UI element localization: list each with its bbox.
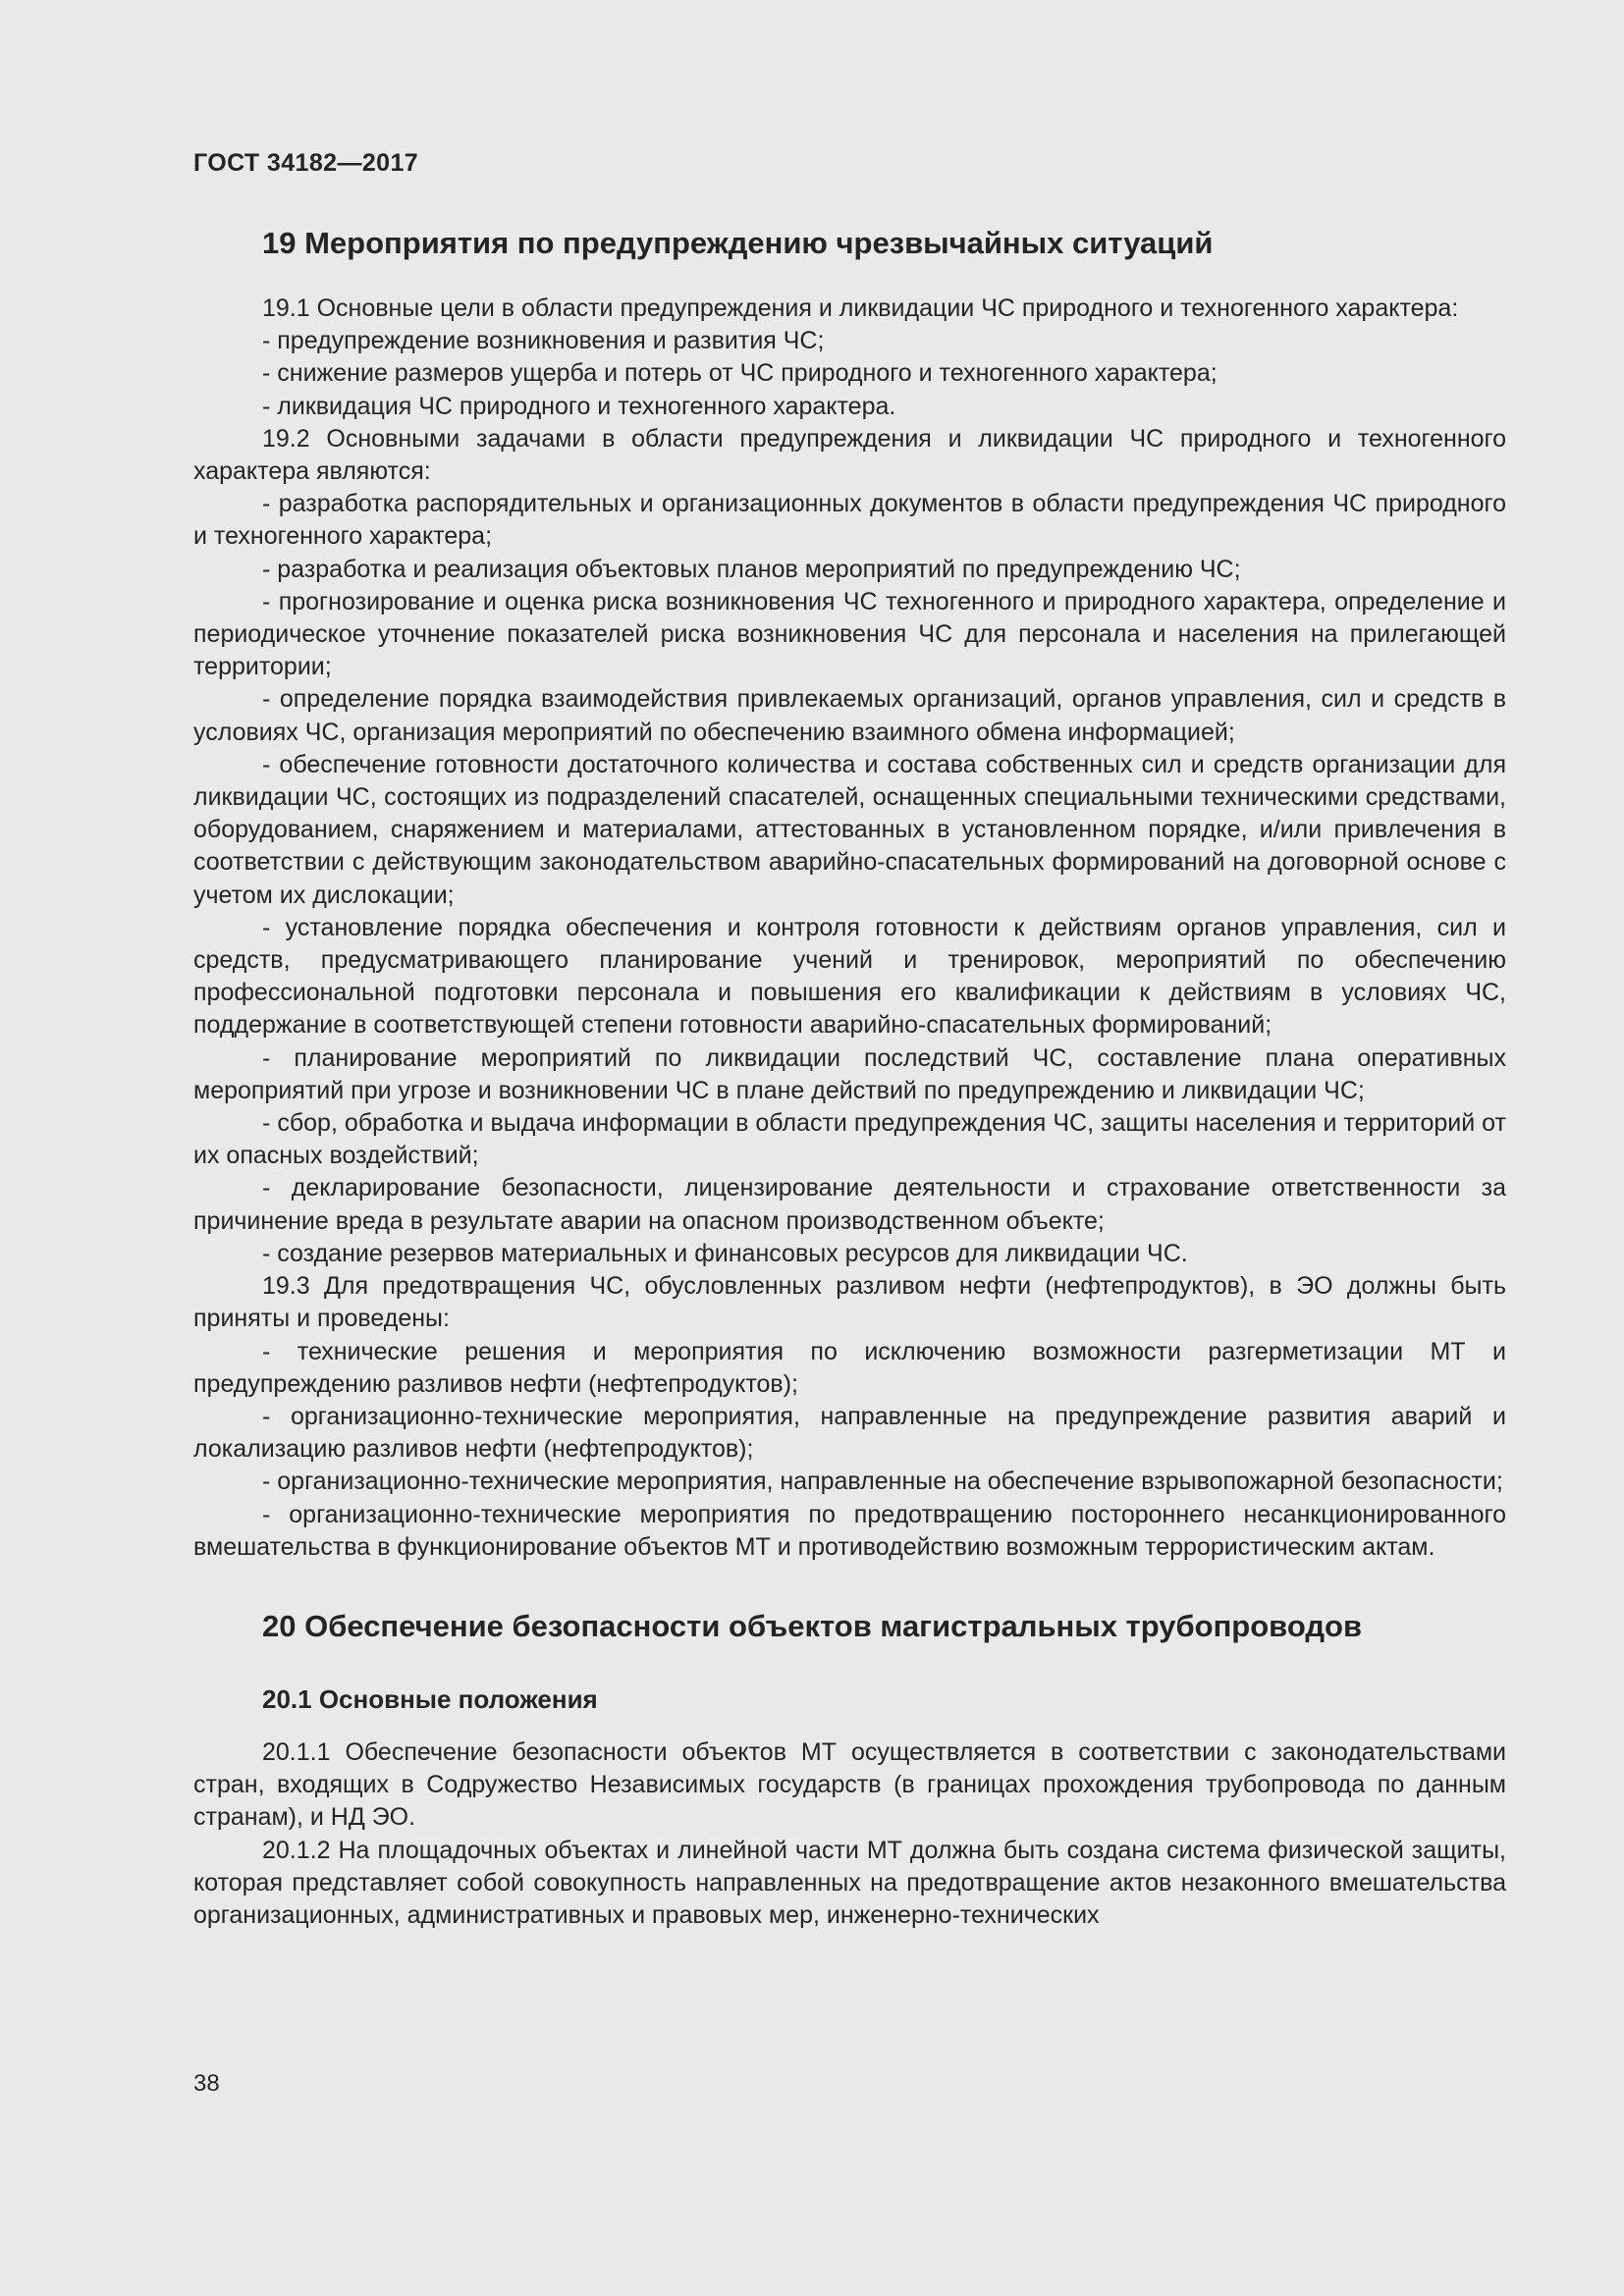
list-item: - обеспечение готовности достаточного количества и состава собственных сил и средств организации для ликвидации ЧС, состоящих из подразделений спасателей, оснащенных специальными техническими средствами, оборудованием, снаряжением и материалами, аттестованных в установленном порядке, и/или привлечения в соответствии с действующим законодательством аварийно-спасательных формирований на договорной основе с учетом их дислокации; [193, 750, 1506, 909]
list-item: - предупреждение возникновения и развития ЧС; [262, 327, 825, 355]
list-item: - установление порядка обеспечения и контроля готовности к действиям органов управления, сил и средств, предусматривающего планирование учений и тренировок, мероприятий по обеспечению профессиональной подготовки персонала и повышения его квалификации к действиям в условиях ЧС, поддержание в соответствующей степени готовности аварийно-спасательных формирований; [193, 913, 1506, 1040]
paragraph: 20.1.2 На площадочных объектах и линейной части МТ должна быть создана система физической защиты, которая представляет собой совокупность направленных на предотвращение актов незаконного вмешательства организационных, административных и правовых мер, инженерно-технических [193, 1836, 1506, 1929]
section-20-body [193, 1736, 1506, 1932]
list-item: - декларирование безопасности, лицензирование деятельности и страхование ответственности за причинение вреда в результате аварии на опасном производственном объекте; [193, 1174, 1506, 1235]
section-19-body [193, 293, 1506, 1564]
list-item: - сбор, обработка и выдача информации в области предупреждения ЧС, защиты населения и территорий от их опасных воздействий; [193, 1109, 1506, 1170]
list-item: - организационно-технические мероприятия, направленные на обеспечение взрывопожарной безопасности; [262, 1468, 1503, 1496]
list-item: - снижение размеров ущерба и потерь от ЧС природного и техногенного характера; [262, 359, 1218, 388]
list-item: - прогнозирование и оценка риска возникновения ЧС техногенного и природного характера, определение и периодическое уточнение показателей риска возникновения ЧС для персонала и населения на прилегающей территории; [193, 587, 1506, 681]
list-item: - определение порядка взаимодействия привлекаемых организаций, органов управления, сил и средств в условиях ЧС, организация мероприятий по обеспечению взаимного обмена информацией; [193, 685, 1506, 746]
section-19-title: 19 Мероприятия по предупреждению чрезвычайных ситуаций [262, 226, 1214, 260]
list-item: - разработка и реализация объектовых планов мероприятий по предупреждению ЧС; [262, 555, 1241, 583]
page-number: 38 [193, 2070, 220, 2097]
subsection-20-1-title: 20.1 Основные положения [262, 1683, 598, 1714]
document-header: ГОСТ 34182—2017 [193, 149, 419, 177]
list-item: - разработка распорядительных и организационных документов в области предупреждения ЧС природного и техногенного характера; [193, 490, 1506, 551]
section-20-title: 20 Обеспечение безопасности объектов магистральных трубопроводов [262, 1608, 1363, 1643]
paragraph: 20.1.1 Обеспечение безопасности объектов МТ осуществляется в соответствии с законодательствами стран, входящих в Содружество Независимых государств (в границах прохождения трубопровода по данным странам), и НД ЭО. [193, 1737, 1506, 1832]
paragraph: 19.1 Основные цели в области предупреждения и ликвидации ЧС природного и техногенного характера: [262, 294, 1459, 322]
list-item: - организационно-технические мероприятия по предотвращению постороннего несанкционированного вмешательства в функционирование объектов МТ и противодействию возможным террористическим актам. [193, 1500, 1506, 1561]
list-item: - технические решения и мероприятия по исключению возможности разгерметизации МТ и предупреждению разливов нефти (нефтепродуктов); [193, 1337, 1506, 1398]
list-item: - создание резервов материальных и финансовых ресурсов для ликвидации ЧС. [262, 1239, 1188, 1267]
list-item: - планирование мероприятий по ликвидации последствий ЧС, составление плана оперативных мероприятий при угрозе и возникновении ЧС в плане действий по предупреждению и ликвидации ЧС; [193, 1043, 1506, 1104]
list-item: - ликвидация ЧС природного и техногенного характера. [262, 392, 896, 420]
paragraph: 19.3 Для предотвращения ЧС, обусловленных разливом нефти (нефтепродуктов), в ЭО должны быть приняты и проведены: [193, 1272, 1506, 1333]
paragraph: 19.2 Основными задачами в области предупреждения и ликвидации ЧС природного и техногенного характера являются: [193, 424, 1506, 486]
list-item: - организационно-технические мероприятия, направленные на предупреждение развития аварий и локализацию разливов нефти (нефтепродуктов); [193, 1402, 1506, 1464]
document-body [193, 220, 1506, 1932]
